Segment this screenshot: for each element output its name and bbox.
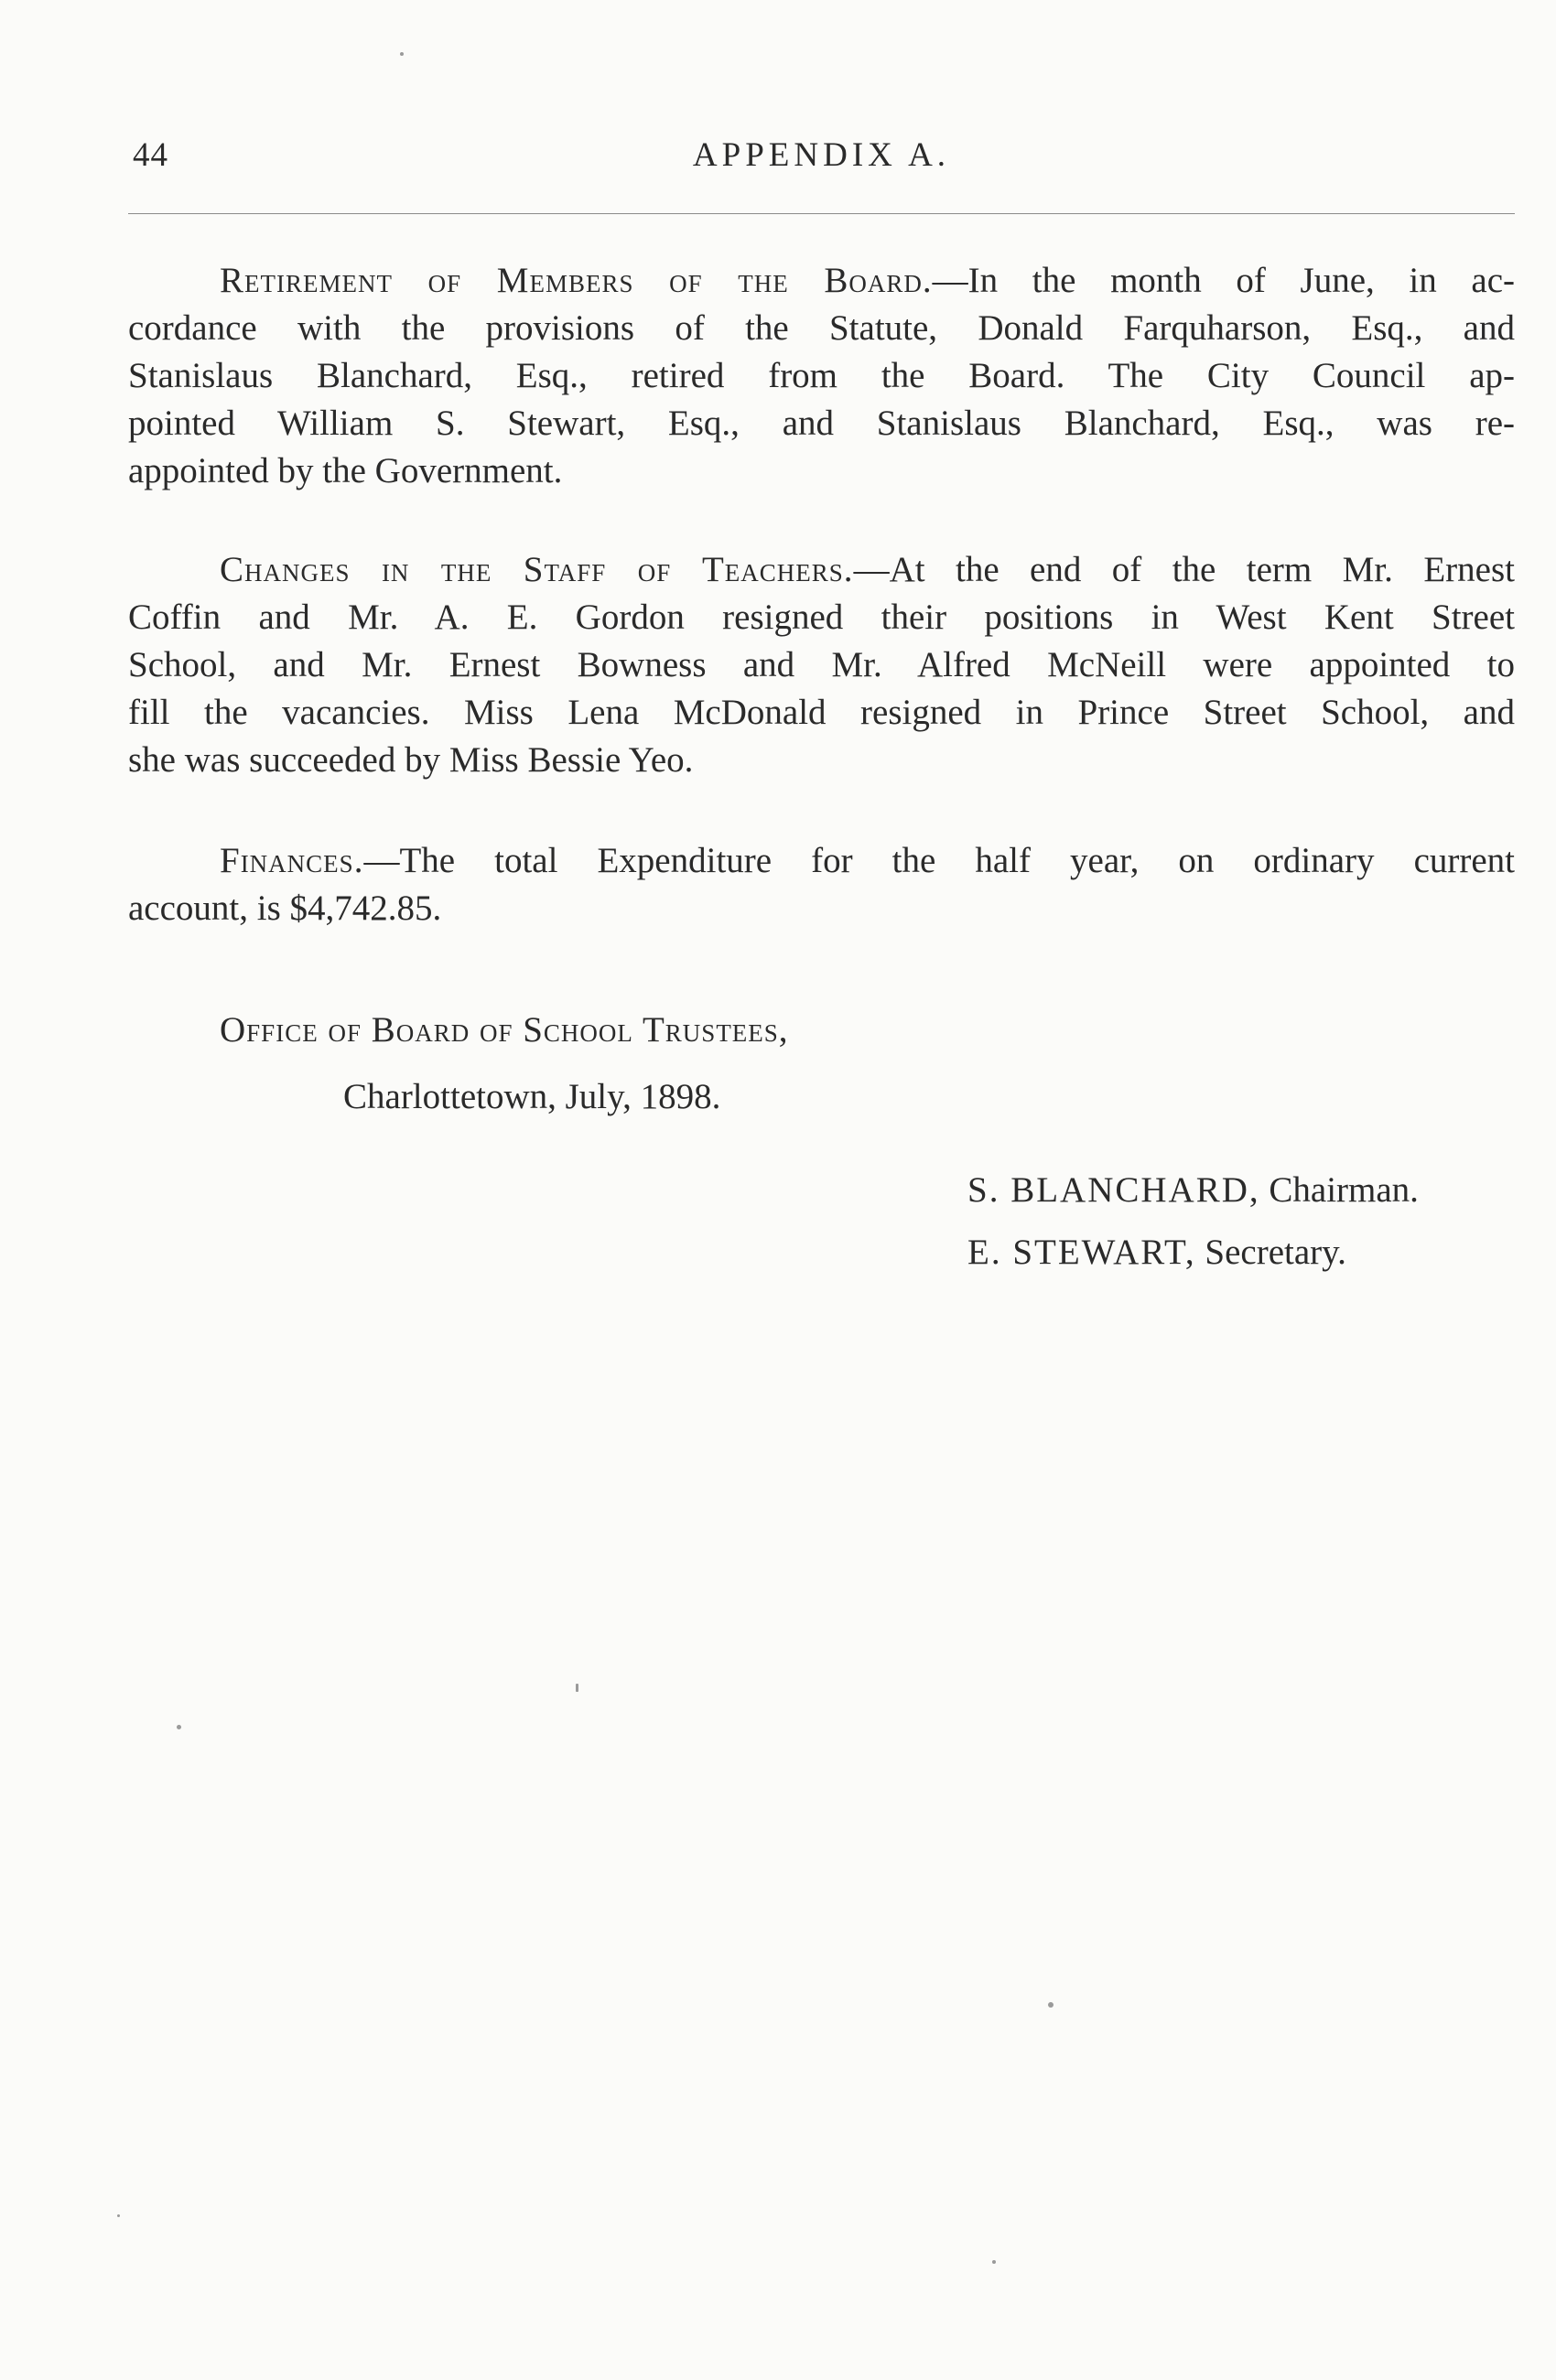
section-line: account, is $4,742.85. [128,888,442,928]
section-heading: Retirement of Members of the Board. [220,261,933,300]
section-staff-changes [128,546,1515,784]
section-line: Stanislaus Blanchard, Esq., retired from the Board. The City Council ap- [128,356,1515,395]
section-line: fill the vacancies. Miss Lena McDonald resigned in Prince Street School, and [128,693,1515,732]
signature-name: E. STEWART, [967,1233,1196,1272]
section-line [128,546,1515,594]
running-head: APPENDIX A. [692,136,951,174]
scan-speck [177,1725,181,1729]
section-line: cordance with the provisions of the Statute, Donald Farquharson, Esq., and [128,308,1515,348]
section-heading: Finances. [220,841,364,880]
section-finances [128,837,1515,932]
signature-chairman [967,1167,1419,1214]
section-line: School, and Mr. Ernest Bowness and Mr. Alfred McNeill were appointed to [128,645,1515,684]
section-line: appointed by the Government. [128,451,563,490]
signature-title: Secretary. [1205,1233,1346,1272]
signature-secretary [967,1229,1346,1276]
page-header [128,128,1515,183]
office-line: Office of Board of School Trustees, [220,1010,789,1050]
header-rule [128,213,1515,214]
section-heading: Changes in the Staff of Teachers. [220,550,854,589]
place-date-line: Charlottetown, July, 1898. [343,1077,721,1116]
section-line: pointed William S. Stewart, Esq., and Stanislaus Blanchard, Esq., was re- [128,404,1515,443]
scan-speck [1048,2002,1054,2008]
section-line: Coffin and Mr. A. E. Gordon resigned their positions in West Kent Street [128,598,1515,637]
section-text: —At the end of the term Mr. Ernest [853,550,1515,589]
page-number: 44 [133,136,168,174]
scan-speck [992,2260,996,2264]
signature-name: S. BLANCHARD, [967,1170,1260,1210]
signature-title: Chairman. [1269,1170,1419,1210]
section-text: —In the month of June, in ac- [932,261,1515,300]
section-line [128,837,1515,885]
section-line: she was succeeded by Miss Bessie Yeo. [128,740,694,780]
section-text: —The total Expenditure for the half year, on ordinary current [363,841,1515,880]
section-line [128,257,1515,305]
scan-speck [117,2214,120,2217]
scan-speck [576,1684,578,1692]
scan-speck [400,52,404,56]
section-retirement [128,257,1515,495]
